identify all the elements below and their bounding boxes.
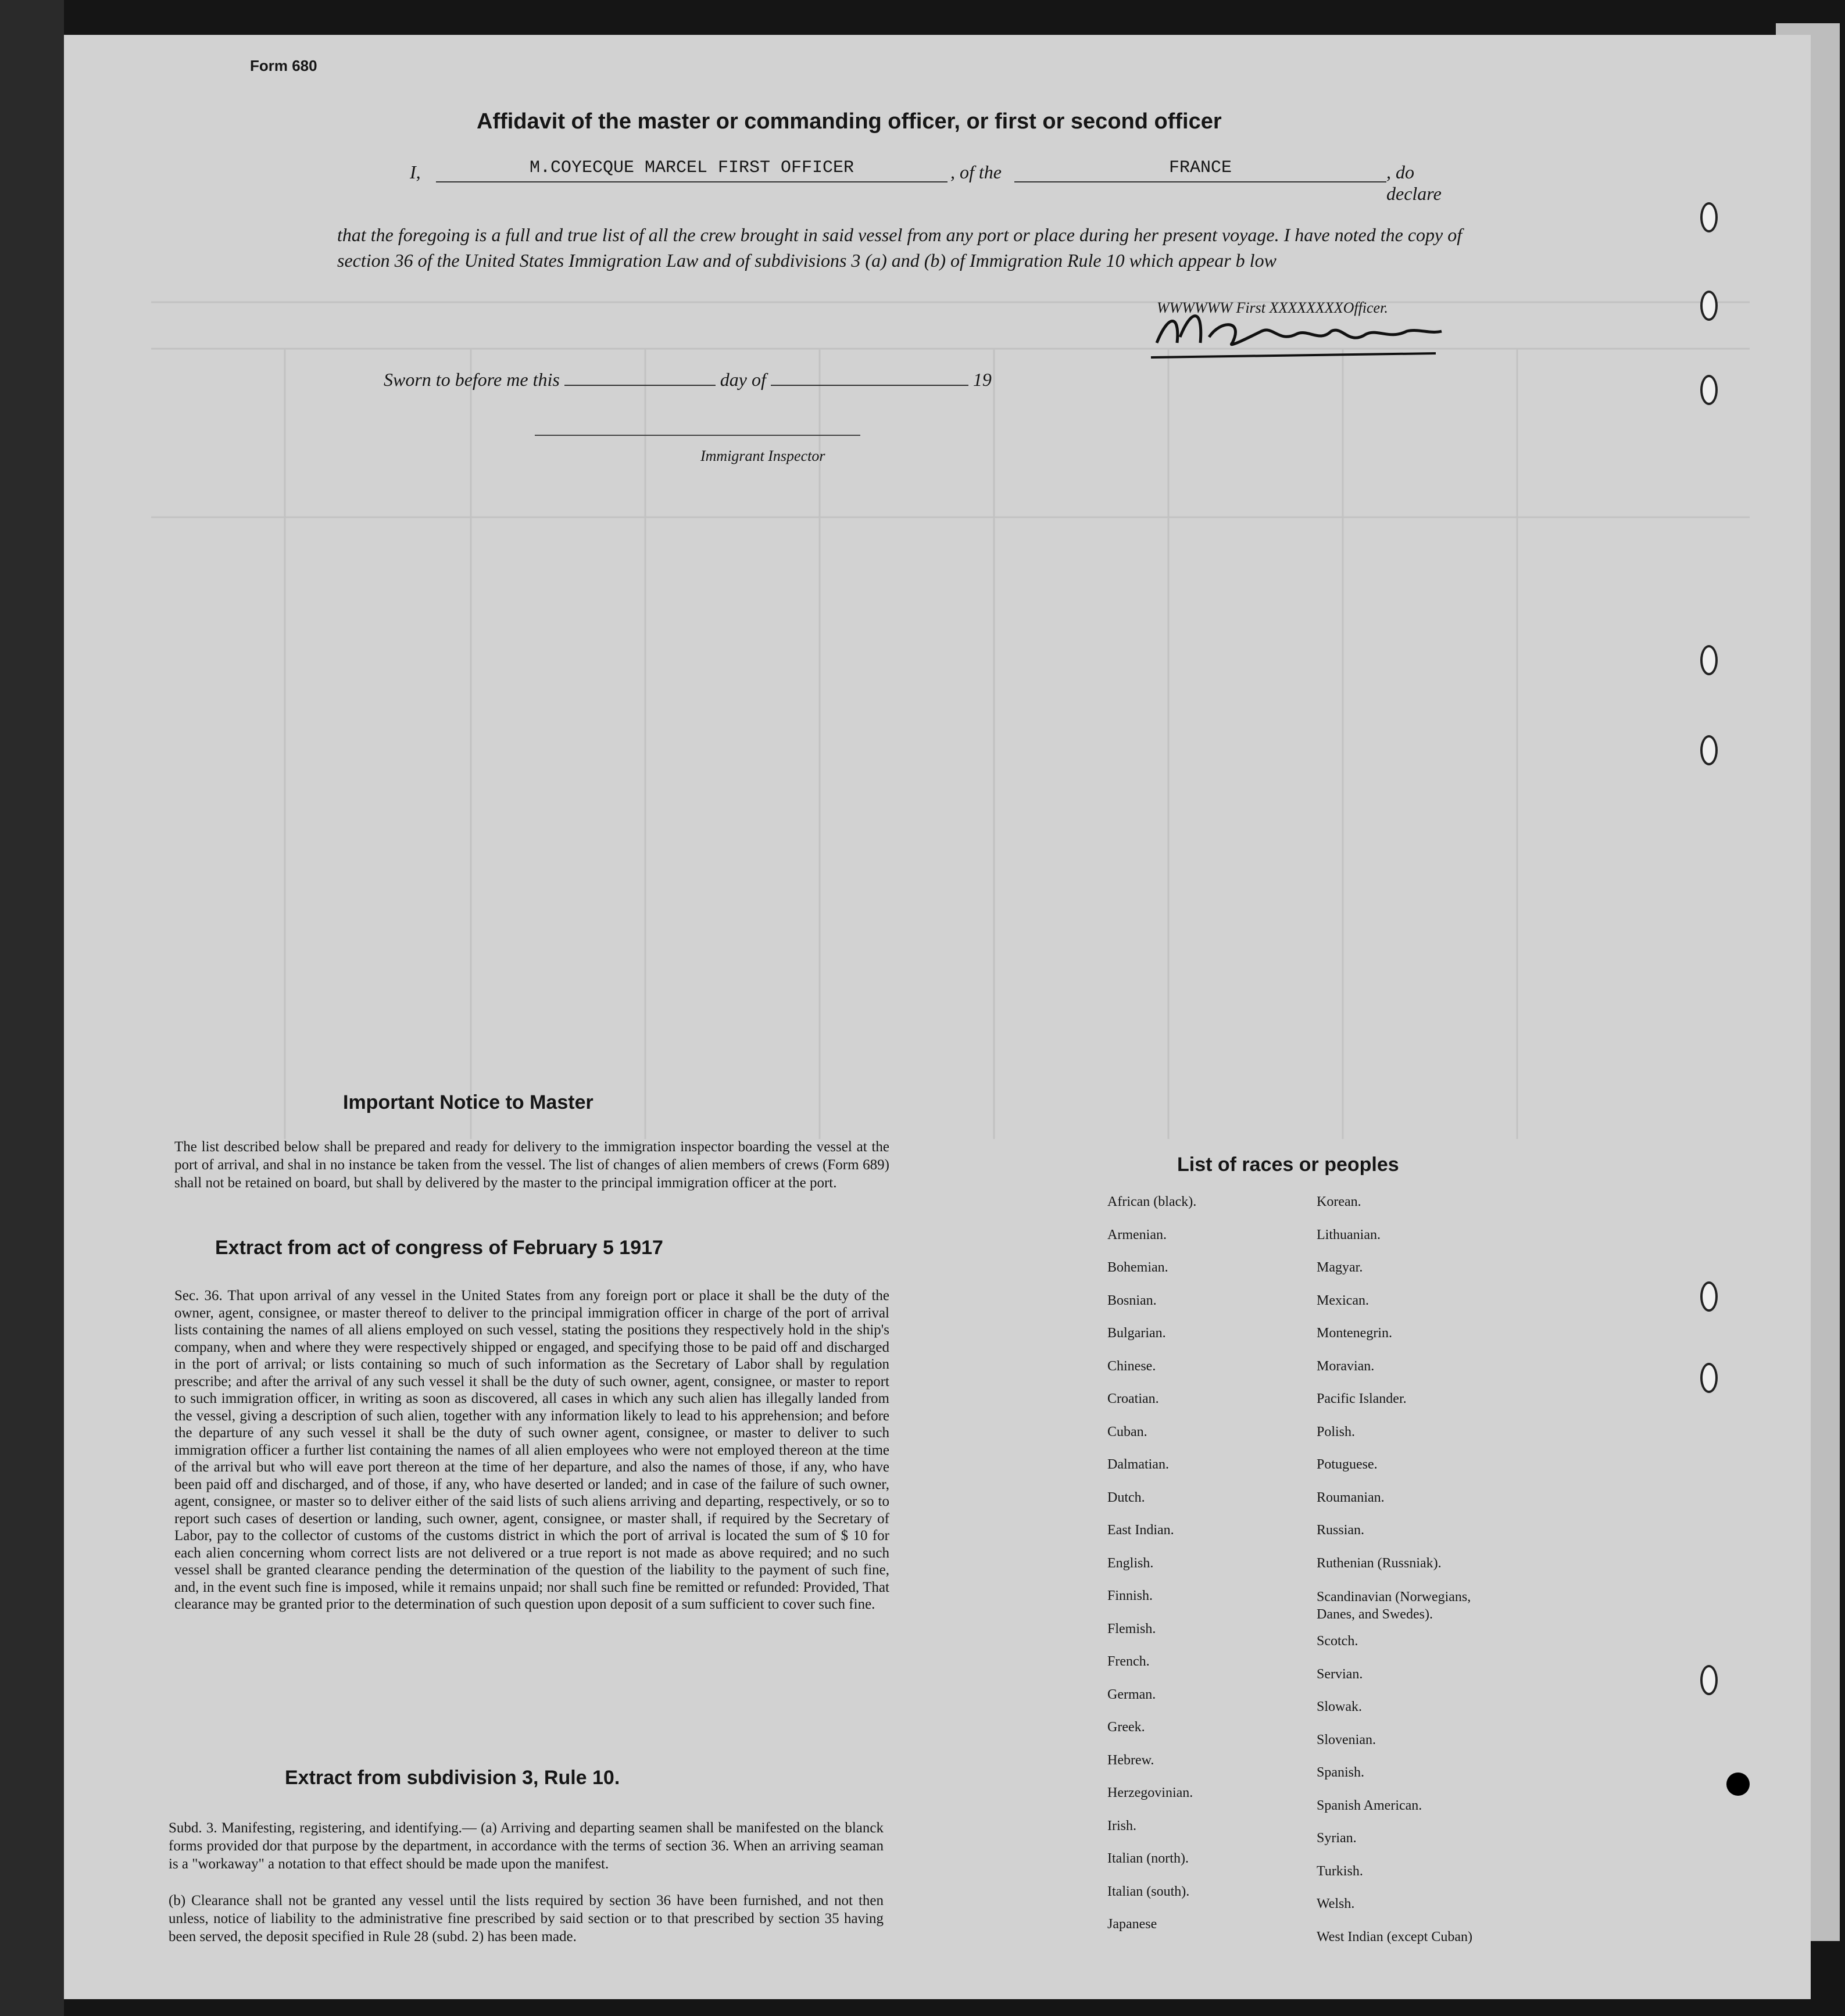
signature-caption: WWWWWW First XXXXXXXXOfficer. bbox=[1157, 299, 1388, 316]
document-page bbox=[64, 35, 1811, 1999]
race-item: Syrian. bbox=[1317, 1831, 1357, 1846]
race-item: German. bbox=[1107, 1686, 1156, 1702]
binder-hole bbox=[1700, 375, 1718, 405]
sworn-label: Sworn to before me this bbox=[384, 369, 560, 390]
race-item: Bosnian. bbox=[1107, 1292, 1157, 1308]
race-item: Scotch. bbox=[1317, 1634, 1358, 1649]
race-item: Russian. bbox=[1317, 1523, 1365, 1538]
race-item: Scandinavian (Norwegians, Danes, and Swedes). bbox=[1317, 1589, 1471, 1622]
race-item: Finnish. bbox=[1107, 1588, 1153, 1603]
race-item: Flemish. bbox=[1107, 1621, 1156, 1637]
race-item: Dutch. bbox=[1107, 1489, 1145, 1505]
race-item: Mexican. bbox=[1317, 1292, 1369, 1308]
race-item: Chinese. bbox=[1107, 1358, 1156, 1374]
race-item: Italian (north). bbox=[1107, 1851, 1189, 1866]
race-item: Ruthenian (Russniak). bbox=[1317, 1555, 1442, 1571]
day-of-label: day of bbox=[720, 369, 766, 390]
race-item: Cuban. bbox=[1107, 1424, 1147, 1440]
race-item: West Indian (except Cuban) bbox=[1317, 1929, 1472, 1945]
form-number: Form 680 bbox=[250, 57, 317, 74]
race-item: Armenian. bbox=[1107, 1227, 1167, 1242]
race-item: Servian. bbox=[1317, 1666, 1363, 1682]
race-item: Irish. bbox=[1107, 1818, 1136, 1834]
extract-act-title: Extract from act of congress of February 5 1917 bbox=[215, 1237, 663, 1259]
extract-act-text: Sec. 36. That upon arrival of any vessel in the United States from any foreign port or place it shall be the duty of the owner, agent, consignee, or master thereof to deliver to the principal immigration officer in charge of the port of arrival lists containing the names of all aliens employed on such vessel, stating the positions they respectively hold in the ship's company, when and where they were respectively shipped or engaged, and specifying those to be paid off and discharged in the port of arrival; or lists containing so much of such information as the Secretary of Labor shall by regulation prescribe; and after the arrival of any such vessel it shall be the duty of such owner, agent, consignee, or master to report to such immigration officer, in writing as soon as discovered, all cases in which any such alien has illegally landed from the vessel, giving a description of such alien, together with any information likely to lead to his apprehension; and before the departure of any such vessel it shall be the duty of such owner agent, consignee, or master to deliver to such immigration officer a further list containing the names of all alien employees who were not employed thereon at the time of the arrival but who will eave port thereon at the time of her departure, and also the names of those, if any, who have been paid off and discharged, and of those, if any, who have deserted or landed; and in case of the failure of such owner, agent, consignee, or master so to deliver either of the said lists of such aliens arriving and departing, respectively, or so to report such cases of desertion or landing, such owner, agent, consignee, or master shall, if required by the Secretary of Labor, pay to the collector of customs of the customs district in which the port of arrival is located the sum of $ 10 for each alien concerning whom correct lists are not delivered or a true report is not made as above required; and no such vessel shall be granted clearance pending the determination of the question of the liability to the payment of such fine, and, in the event such fine is imposed, while it remains unpaid; nor shall such fine be remitted or refunded: Provided, That clearance may be granted prior to the determination of such question upon deposit of a sum sufficient to cover such fine. bbox=[174, 1288, 889, 1612]
race-item: Spanish. bbox=[1317, 1765, 1365, 1780]
race-item: Montenegrin. bbox=[1317, 1326, 1392, 1341]
affidavit-title: Affidavit of the master or commanding officer, or first or second officer bbox=[477, 109, 1222, 134]
race-item: Bulgarian. bbox=[1107, 1326, 1166, 1341]
extract-rule-text-a: Subd. 3. Manifesting, registering, and identifying.— (a) Arriving and departing seamen shall be manifested on the blanck forms provided dor that purpose by the department, in accordance with the terms of section 36. When an arriving seaman is a "workaway" a notation to that effect should be made upon the manifest. bbox=[169, 1820, 884, 1872]
binder-hole bbox=[1700, 1665, 1718, 1695]
race-item: Herzegovinian. bbox=[1107, 1785, 1193, 1800]
day-blank bbox=[564, 385, 716, 386]
races-title: List of races or peoples bbox=[1177, 1154, 1399, 1176]
binder-hole-filled bbox=[1726, 1772, 1750, 1796]
affidavit-body: that the foregoing is a full and true list of all the crew brought in said vessel from any port or place during her present voyage. I have noted the copy of section 36 of the United States Immigration Law and of subdivisions 3 (a) and (b) of Immigration Rule 10 which appear b low bbox=[337, 224, 1463, 271]
race-item: Polish. bbox=[1317, 1424, 1356, 1440]
race-item: African (black). bbox=[1107, 1194, 1197, 1209]
race-item: Lithuanian. bbox=[1317, 1227, 1381, 1242]
extract-rule-text-b: (b) Clearance shall not be granted any vessel until the lists required by section 36 have been furnished, and not then unless, notice of liability to the administrative fine prescribed by said section or to that prescribed by section 35 having been served, the deposit specified in Rule 28 (subd. 2) has been made. bbox=[169, 1893, 884, 1945]
left-page-edge bbox=[0, 0, 64, 2016]
declare-label: , do declare bbox=[1386, 162, 1442, 204]
race-item: Roumanian. bbox=[1317, 1489, 1385, 1505]
notice-title: Important Notice to Master bbox=[343, 1091, 593, 1113]
binder-hole bbox=[1700, 1363, 1718, 1393]
race-item: Spanish American. bbox=[1317, 1797, 1422, 1813]
race-item: Magyar. bbox=[1317, 1260, 1363, 1275]
race-item: Dalmatian. bbox=[1107, 1457, 1169, 1472]
race-item: Bohemian. bbox=[1107, 1260, 1168, 1275]
race-item: Slovenian. bbox=[1317, 1732, 1376, 1748]
race-item: Turkish. bbox=[1317, 1863, 1363, 1879]
inspector-label: Immigrant Inspector bbox=[700, 447, 825, 464]
race-item: Hebrew. bbox=[1107, 1752, 1154, 1768]
extract-rule-title: Extract from subdivision 3, Rule 10. bbox=[285, 1767, 620, 1789]
race-item: Japanese bbox=[1107, 1917, 1157, 1932]
race-item: Italian (south). bbox=[1107, 1883, 1190, 1899]
year-label: 19 bbox=[972, 369, 992, 390]
bleed-through-texture bbox=[64, 35, 1811, 1999]
race-item: Slowak. bbox=[1317, 1699, 1362, 1714]
race-item: Greek. bbox=[1107, 1720, 1145, 1735]
notice-text: The list described below shall be prepared and ready for delivery to the immigration inspector boarding the vessel at the port of arrival, and shal in no instance be taken from the vessel. The list of changes of alien members of crews (Form 689) shall not be retained on board, but shall by delivered by the master to the principal immigration officer at the port. bbox=[174, 1139, 889, 1191]
race-item: Potuguese. bbox=[1317, 1457, 1378, 1472]
race-item: East Indian. bbox=[1107, 1523, 1174, 1538]
binder-hole bbox=[1700, 1281, 1718, 1312]
race-item: Korean. bbox=[1317, 1194, 1361, 1209]
of-the-label: , of the bbox=[950, 162, 1002, 182]
month-blank bbox=[771, 385, 968, 386]
binder-hole bbox=[1700, 735, 1718, 765]
binder-hole bbox=[1700, 645, 1718, 675]
binder-hole bbox=[1700, 202, 1718, 232]
vessel-name-field: FRANCE bbox=[1014, 158, 1386, 182]
officer-name-field: M.COYECQUE MARCEL FIRST OFFICER bbox=[436, 158, 947, 182]
race-item: Pacific Islander. bbox=[1317, 1391, 1407, 1406]
binder-hole bbox=[1700, 291, 1718, 321]
inspector-signature-line bbox=[535, 435, 860, 436]
race-item: English. bbox=[1107, 1555, 1154, 1571]
i-label: I, bbox=[410, 162, 421, 182]
race-item: Moravian. bbox=[1317, 1358, 1375, 1374]
race-item: French. bbox=[1107, 1654, 1150, 1669]
declaration-line bbox=[340, 158, 1474, 204]
race-item: Welsh. bbox=[1317, 1896, 1355, 1911]
sworn-line bbox=[384, 369, 992, 391]
race-item: Croatian. bbox=[1107, 1391, 1159, 1406]
